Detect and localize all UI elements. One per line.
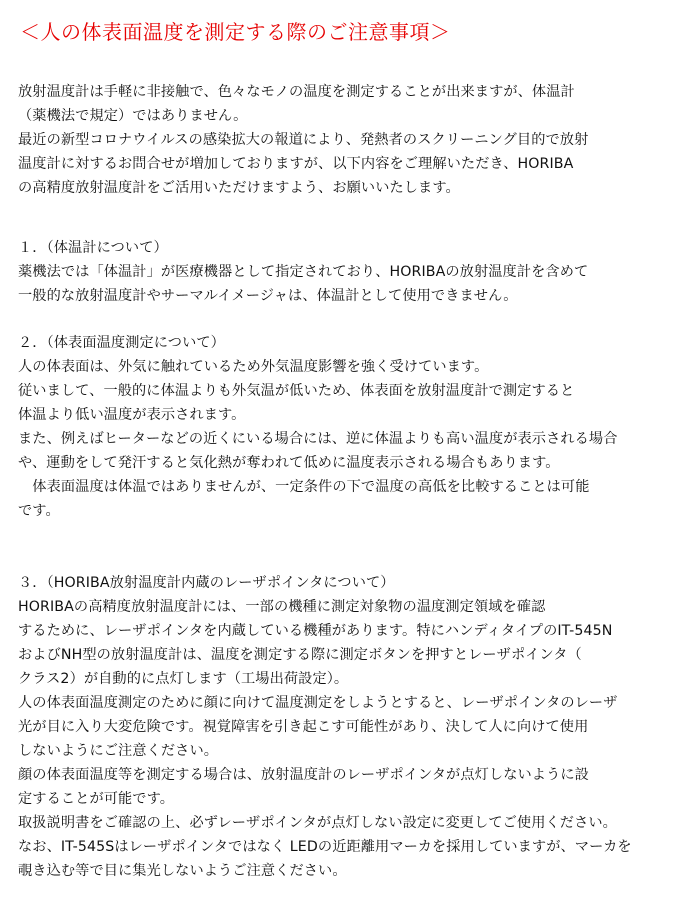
section-2-line: や、運動をして発汗すると気化熱が奪われて低めに温度表示される場合もあります。 (18, 455, 560, 471)
section-3-line: しないようにご注意ください。 (18, 743, 219, 759)
section-3-line: 光が目に入り大変危険です。視覚障害を引き起こす可能性があり、決して人に向けて使用 (18, 719, 589, 735)
section-2-heading: ２．（体表面温度測定について） (18, 335, 225, 351)
section-1-line: 一般的な放射温度計やサーマルイメージャは、体温計として使用できません。 (18, 288, 518, 304)
intro-line: の高精度放射温度計をご活用いただけますよう、お願いいたします。 (18, 180, 460, 196)
intro-line: （薬機法で規定）ではありません。 (18, 108, 248, 124)
section-2-line: 従いまして、一般的に体温よりも外気温が低いため、体表面を放射温度計で測定すると (18, 383, 575, 399)
section-1-heading: １．（体温計について） (18, 240, 168, 256)
section-3-line: 定することが可能です。 (18, 791, 175, 807)
section-3-line: 顔の体表面温度等を測定する場合は、放射温度計のレーザポインタが点灯しないように設 (18, 767, 589, 783)
section-3-line: 取扱説明書をご確認の上、必ずレーザポインタが点灯しない設定に変更してご使用ください。 (18, 815, 617, 831)
section-3-line: 覗き込む等で目に集光しないようご注意ください。 (18, 863, 347, 879)
intro-line: 放射温度計は手軽に非接触で、色々なモノの温度を測定することが出来ますが、体温計 (18, 84, 575, 100)
section-2-line: です。 (18, 503, 60, 519)
section-2-line: 人の体表面は、外気に触れているため外気温度影響を強く受けています。 (18, 359, 489, 375)
intro-line: 温度計に対するお問合せが増加しておりますが、以下内容をご理解いただき、HORIBA (18, 156, 574, 172)
section-3-line: なお、IT-545Sはレーザポインタではなく LEDの近距離用マーカを採用していますが、マーカを (18, 839, 632, 855)
section-3-line: HORIBAの高精度放射温度計には、一部の機種に測定対象物の温度測定領域を確認 (18, 599, 546, 615)
section-3-line: 人の体表面温度測定のために顔に向けて温度測定をしようとすると、レーザポインタのレーザ (18, 695, 618, 711)
section-3-heading: ３．（HORIBA放射温度計内蔵のレーザポインタについて） (18, 575, 395, 591)
section-1-line: 薬機法では「体温計」が医療機器として指定されており、HORIBAの放射温度計を含めて (18, 264, 589, 280)
section-3-line: およびNH型の放射温度計は、温度を測定する際に測定ボタンを押すとレーザポインタ（ (18, 647, 582, 663)
section-2-line: また、例えばヒーターなどの近くにいる場合には、逆に体温よりも高い温度が表示される場合 (18, 431, 618, 447)
section-2-line: 体表面温度は体温ではありませんが、一定条件の下で温度の高低を比較することは可能 (18, 479, 590, 495)
section-3-line: するために、レーザポインタを内蔵している機種があります。特にハンディタイプのIT-545N (18, 623, 613, 639)
section-3-line: クラス2）が自動的に点灯します（工場出荷設定）。 (18, 671, 349, 687)
intro-line: 最近の新型コロナウイルスの感染拡大の報道により、発熱者のスクリーニング目的で放射 (18, 132, 589, 148)
page-title: ＜人の体表面温度を測定する際のご注意事項＞ (20, 20, 451, 44)
section-2-line: 体温より低い温度が表示されます。 (18, 407, 246, 423)
